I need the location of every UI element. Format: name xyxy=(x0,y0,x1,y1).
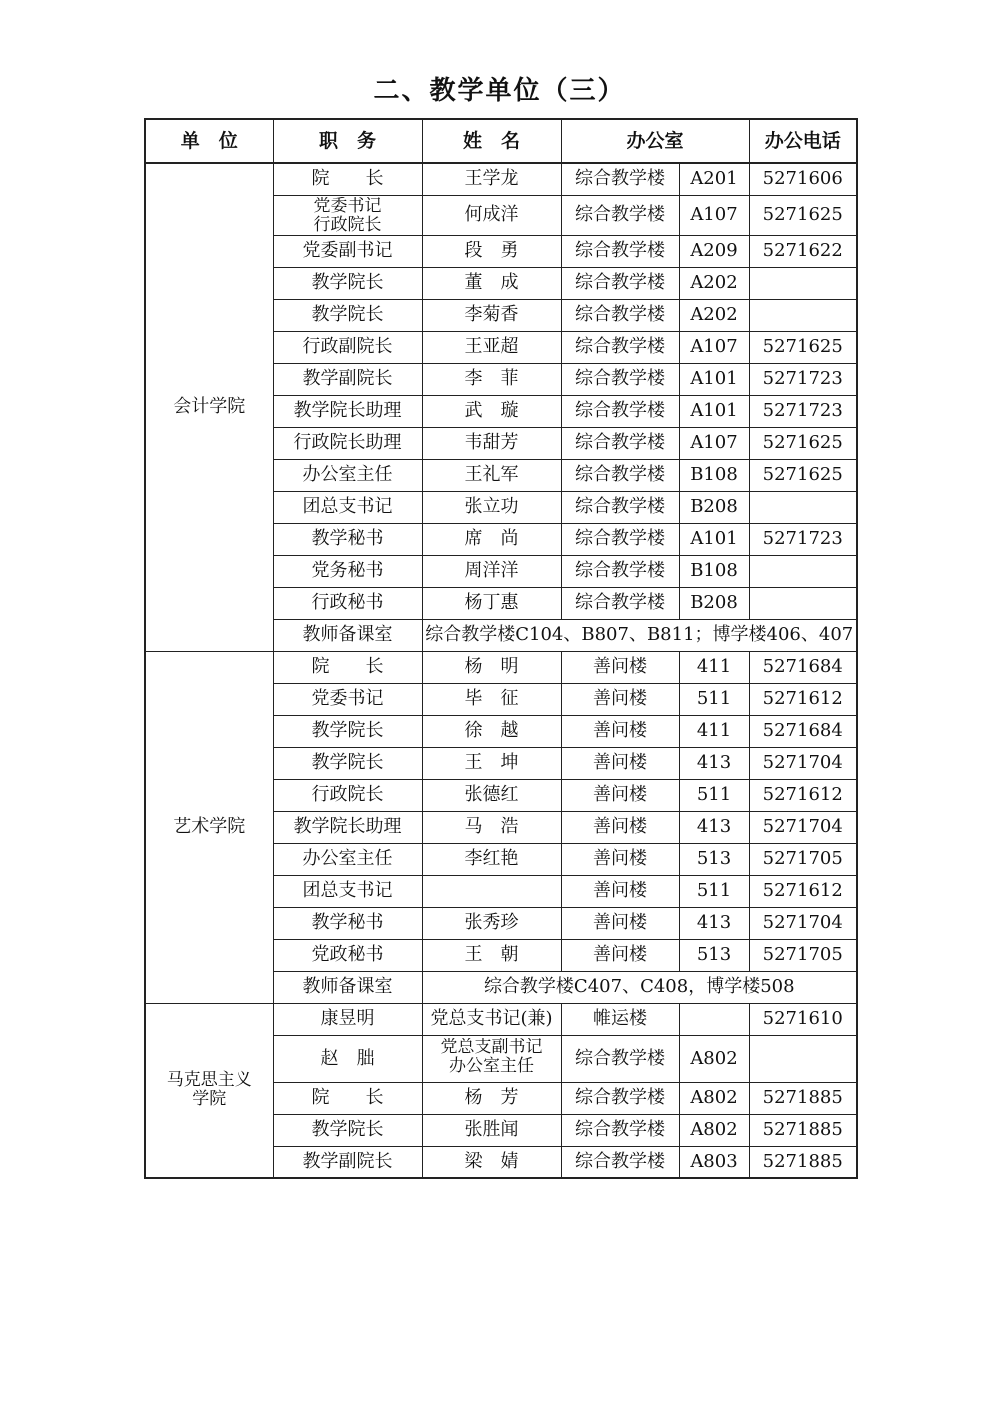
name-cell: 党总支书记(兼) xyxy=(422,1003,561,1035)
name-cell xyxy=(422,1035,561,1082)
room-cell: 411 xyxy=(679,651,749,683)
room-cell: A107 xyxy=(679,195,749,235)
building-cell: 善问楼 xyxy=(561,811,679,843)
name-cell xyxy=(422,875,561,907)
position-line: 党委书记 xyxy=(313,197,382,216)
phone-cell xyxy=(749,555,857,587)
room-cell: A802 xyxy=(679,1114,749,1146)
position-cell: 团总支书记 xyxy=(273,875,422,907)
building-cell: 综合教学楼 xyxy=(561,427,679,459)
building-cell: 善问楼 xyxy=(561,683,679,715)
building-cell: 综合教学楼 xyxy=(561,1114,679,1146)
position-cell: 教学院长助理 xyxy=(273,395,422,427)
phone-cell: 5271723 xyxy=(749,363,857,395)
position-cell: 教学院长助理 xyxy=(273,811,422,843)
building-cell: 综合教学楼 xyxy=(561,363,679,395)
phone-cell xyxy=(749,1035,857,1082)
building-cell: 善问楼 xyxy=(561,939,679,971)
phone-cell: 5271622 xyxy=(749,235,857,267)
building-cell: 综合教学楼 xyxy=(561,491,679,523)
position-line: 行政院长 xyxy=(313,215,382,233)
phone-cell: 5271684 xyxy=(749,651,857,683)
building-cell: 善问楼 xyxy=(561,715,679,747)
name-cell: 李 菲 xyxy=(422,363,561,395)
phone-cell: 5271606 xyxy=(749,163,857,195)
position-cell: 党务秘书 xyxy=(273,555,422,587)
name-cell: 徐 越 xyxy=(422,715,561,747)
table-row xyxy=(145,163,857,195)
phone-cell xyxy=(749,491,857,523)
room-cell: 511 xyxy=(679,683,749,715)
room-cell: A201 xyxy=(679,163,749,195)
position-cell: 院 长 xyxy=(273,651,422,683)
room-cell: B208 xyxy=(679,491,749,523)
position-cell: 赵 朏 xyxy=(273,1035,422,1082)
position-cell: 康昱明 xyxy=(273,1003,422,1035)
phone-cell: 5271704 xyxy=(749,811,857,843)
position-cell: 教师备课室 xyxy=(273,619,422,651)
room-cell: B108 xyxy=(679,459,749,491)
phone-cell: 5271704 xyxy=(749,747,857,779)
room-cell: 413 xyxy=(679,907,749,939)
room-cell: 513 xyxy=(679,843,749,875)
building-cell: 善问楼 xyxy=(561,779,679,811)
room-cell: A101 xyxy=(679,523,749,555)
building-cell: 综合教学楼 xyxy=(561,1146,679,1178)
position-cell: 教学秘书 xyxy=(273,907,422,939)
room-cell: A101 xyxy=(679,395,749,427)
position-cell: 教学院长 xyxy=(273,715,422,747)
position-cell: 教学秘书 xyxy=(273,523,422,555)
name-line: 党总支副书记 xyxy=(440,1037,543,1057)
position-cell: 教师备课室 xyxy=(273,971,422,1003)
name-line: 办公室主任 xyxy=(449,1055,534,1076)
name-cell: 王礼军 xyxy=(422,459,561,491)
room-cell: B208 xyxy=(679,587,749,619)
name-cell: 席 尚 xyxy=(422,523,561,555)
position-cell: 教学院长 xyxy=(273,299,422,331)
phone-cell: 5271723 xyxy=(749,523,857,555)
name-cell: 马 浩 xyxy=(422,811,561,843)
building-cell: 综合教学楼 xyxy=(561,267,679,299)
position-cell: 教学院长 xyxy=(273,1114,422,1146)
position-cell: 行政院长 xyxy=(273,779,422,811)
name-cell: 杨 明 xyxy=(422,651,561,683)
position-cell: 教学院长 xyxy=(273,747,422,779)
position-cell: 办公室主任 xyxy=(273,459,422,491)
header-position: 职 务 xyxy=(273,119,422,163)
room-cell: 413 xyxy=(679,747,749,779)
room-cell: A107 xyxy=(679,427,749,459)
header-unit: 单 位 xyxy=(145,119,273,163)
phone-cell: 5271612 xyxy=(749,875,857,907)
position-cell: 教学院长 xyxy=(273,267,422,299)
name-cell: 张胜闻 xyxy=(422,1114,561,1146)
building-cell: 帷运楼 xyxy=(561,1003,679,1035)
header-name: 姓 名 xyxy=(422,119,561,163)
position-cell: 党委书记 xyxy=(273,683,422,715)
position-cell: 党政秘书 xyxy=(273,939,422,971)
position-cell: 党委副书记 xyxy=(273,235,422,267)
name-cell: 王亚超 xyxy=(422,331,561,363)
phone-cell: 5271625 xyxy=(749,195,857,235)
room-cell: 513 xyxy=(679,939,749,971)
position-cell: 院 长 xyxy=(273,163,422,195)
name-cell: 杨 芳 xyxy=(422,1082,561,1114)
position-cell: 教学副院长 xyxy=(273,363,422,395)
name-cell: 武 璇 xyxy=(422,395,561,427)
phone-cell: 5271705 xyxy=(749,843,857,875)
name-cell: 杨丁惠 xyxy=(422,587,561,619)
name-cell: 张立功 xyxy=(422,491,561,523)
phone-cell xyxy=(749,267,857,299)
name-cell: 毕 征 xyxy=(422,683,561,715)
room-cell: 411 xyxy=(679,715,749,747)
phone-cell: 5271612 xyxy=(749,779,857,811)
position-cell: 团总支书记 xyxy=(273,491,422,523)
position-cell: 行政院长助理 xyxy=(273,427,422,459)
building-cell: 综合教学楼 xyxy=(561,195,679,235)
prep-room-location: 综合教学楼C104、B807、B811；博学楼406、407 xyxy=(422,619,857,651)
name-cell: 张德红 xyxy=(422,779,561,811)
table-row xyxy=(145,651,857,683)
room-cell: A101 xyxy=(679,363,749,395)
building-cell: 综合教学楼 xyxy=(561,163,679,195)
building-cell: 综合教学楼 xyxy=(561,459,679,491)
position-cell xyxy=(273,195,422,235)
room-cell: A802 xyxy=(679,1035,749,1082)
header-office: 办公室 xyxy=(561,119,749,163)
unit-cell: 艺术学院 xyxy=(145,651,273,1003)
building-cell: 善问楼 xyxy=(561,651,679,683)
room-cell: A202 xyxy=(679,267,749,299)
building-cell: 综合教学楼 xyxy=(561,555,679,587)
page-title: 二、教学单位（三） xyxy=(373,76,626,106)
prep-room-location: 综合教学楼C407、C408，博学楼508 xyxy=(422,971,857,1003)
room-cell: B108 xyxy=(679,555,749,587)
name-cell: 梁 婧 xyxy=(422,1146,561,1178)
table-row xyxy=(145,1003,857,1035)
name-cell: 李红艳 xyxy=(422,843,561,875)
phone-cell: 5271723 xyxy=(749,395,857,427)
unit-cell xyxy=(145,1003,273,1178)
name-cell: 李菊香 xyxy=(422,299,561,331)
room-cell: A802 xyxy=(679,1082,749,1114)
name-cell: 王学龙 xyxy=(422,163,561,195)
building-cell: 综合教学楼 xyxy=(561,523,679,555)
room-cell: A803 xyxy=(679,1146,749,1178)
room-cell xyxy=(679,1003,749,1035)
position-cell: 教学副院长 xyxy=(273,1146,422,1178)
phone-cell: 5271885 xyxy=(749,1082,857,1114)
unit-line: 马克思主义 xyxy=(166,1070,252,1091)
building-cell: 综合教学楼 xyxy=(561,395,679,427)
name-cell: 王 坤 xyxy=(422,747,561,779)
building-cell: 综合教学楼 xyxy=(561,1082,679,1114)
building-cell: 善问楼 xyxy=(561,843,679,875)
room-cell: 413 xyxy=(679,811,749,843)
unit-cell: 会计学院 xyxy=(145,163,273,651)
phone-cell: 5271610 xyxy=(749,1003,857,1035)
phone-cell: 5271684 xyxy=(749,715,857,747)
room-cell: A107 xyxy=(679,331,749,363)
phone-cell: 5271704 xyxy=(749,907,857,939)
header-row xyxy=(145,119,857,163)
phone-cell: 5271625 xyxy=(749,331,857,363)
phone-cell: 5271705 xyxy=(749,939,857,971)
name-cell: 段 勇 xyxy=(422,235,561,267)
room-cell: 511 xyxy=(679,875,749,907)
name-cell: 王 朝 xyxy=(422,939,561,971)
phone-cell: 5271625 xyxy=(749,459,857,491)
building-cell: 善问楼 xyxy=(561,747,679,779)
phone-cell: 5271612 xyxy=(749,683,857,715)
header-phone: 办公电话 xyxy=(749,119,857,163)
room-cell: 511 xyxy=(679,779,749,811)
building-cell: 综合教学楼 xyxy=(561,587,679,619)
name-cell: 张秀珍 xyxy=(422,907,561,939)
building-cell: 综合教学楼 xyxy=(561,235,679,267)
phone-cell xyxy=(749,299,857,331)
building-cell: 综合教学楼 xyxy=(561,331,679,363)
staff-directory-table xyxy=(144,118,858,1179)
position-cell: 行政副院长 xyxy=(273,331,422,363)
name-cell: 董 成 xyxy=(422,267,561,299)
unit-line: 学院 xyxy=(192,1089,227,1110)
building-cell: 综合教学楼 xyxy=(561,1035,679,1082)
name-cell: 何成洋 xyxy=(422,195,561,235)
phone-cell: 5271625 xyxy=(749,427,857,459)
phone-cell: 5271885 xyxy=(749,1146,857,1178)
name-cell: 周洋洋 xyxy=(422,555,561,587)
building-cell: 综合教学楼 xyxy=(561,299,679,331)
position-cell: 办公室主任 xyxy=(273,843,422,875)
room-cell: A202 xyxy=(679,299,749,331)
position-cell: 行政秘书 xyxy=(273,587,422,619)
position-cell: 院 长 xyxy=(273,1082,422,1114)
phone-cell xyxy=(749,587,857,619)
phone-cell: 5271885 xyxy=(749,1114,857,1146)
building-cell: 善问楼 xyxy=(561,875,679,907)
name-cell: 韦甜芳 xyxy=(422,427,561,459)
building-cell: 善问楼 xyxy=(561,907,679,939)
room-cell: A209 xyxy=(679,235,749,267)
